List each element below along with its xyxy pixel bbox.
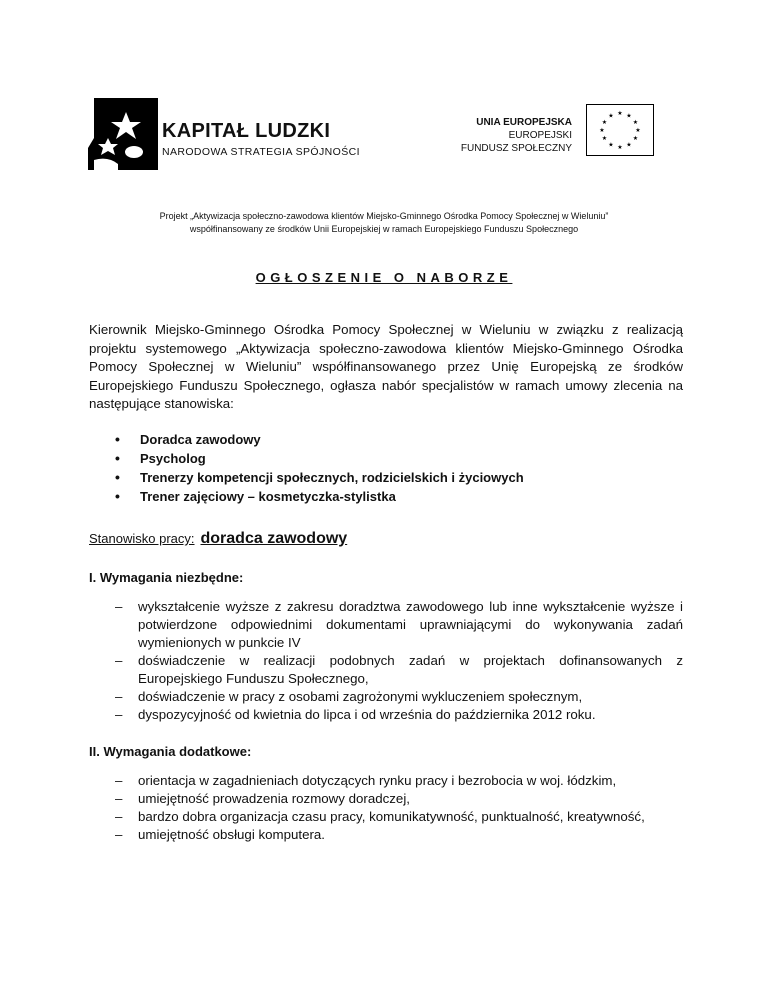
svg-text:★: ★ [608, 141, 614, 149]
bullet-icon: • [115, 450, 120, 466]
project-note [60, 210, 708, 236]
list-item: – dyspozycyjność od kwietnia do lipca i od września do października 2012 roku. [115, 707, 596, 722]
dash-icon: – [115, 809, 123, 824]
dash-icon: – [115, 791, 123, 806]
list-item: • Psycholog [115, 450, 206, 466]
eu-line-3: FUNDUSZ SPOŁECZNY [460, 143, 572, 154]
logo-title: KAPITAŁ LUDZKI [162, 120, 331, 142]
list-item: – orientacja w zagadnieniach dotyczących rynku pracy i bezrobocia w woj. łódzkim, [115, 773, 617, 788]
dash-icon: – [115, 707, 123, 722]
position-heading [89, 530, 347, 548]
list-item: – umiejętność prowadzenia rozmowy doradczej, [115, 791, 410, 806]
project-line-1: Projekt „Aktywizacja społeczno-zawodowa klientów Miejsko-Gminnego Ośrodka Pomocy Społecznej w Wieluniu” [159, 211, 609, 221]
list-item: – wykształcenie wyższe z zakresu doradztwa zawodowego lub inne wykształcenie wyższe i potwierdzone odpowiednimi dokumentami uprawniającymi do wykonywania zadań wymienionych w punkcie IV [115, 599, 683, 650]
svg-text:★: ★ [626, 141, 632, 149]
section-2-list [115, 772, 683, 844]
list-item: – doświadczenie w pracy z osobami zagrożonymi wykluczeniem społecznym, [115, 689, 583, 704]
eu-flag-icon [586, 104, 654, 156]
svg-text:★: ★ [608, 112, 614, 120]
dash-icon: – [115, 773, 123, 788]
section-2-heading: II. Wymagania dodatkowe: [89, 744, 252, 759]
section-1-list [115, 598, 683, 724]
svg-text:★: ★ [617, 144, 623, 151]
dash-icon: – [115, 827, 123, 842]
list-item: • Trener zajęciowy – kosmetyczka-stylistka [115, 488, 396, 504]
list-item: • Trenerzy kompetencji społecznych, rodzicielskich i życiowych [115, 469, 524, 485]
bullet-icon: • [115, 431, 120, 447]
eu-line-1: UNIA EUROPEJSKA [476, 117, 572, 128]
dash-icon: – [115, 689, 123, 704]
page-title [0, 270, 768, 285]
eu-line-2: EUROPEJSKI [508, 130, 572, 141]
positions-list [115, 430, 524, 506]
svg-text:★: ★ [632, 135, 639, 142]
bullet-icon: • [115, 488, 120, 504]
svg-text:★: ★ [601, 119, 608, 126]
list-item: • Doradca zawodowy [115, 431, 261, 447]
svg-text:★: ★ [617, 110, 623, 117]
page-title-text: OGŁOSZENIE O NABORZE [255, 270, 513, 285]
eu-text-block [461, 116, 572, 155]
position-value: doradca zawodowy [200, 530, 348, 547]
dash-icon: – [115, 653, 123, 668]
dash-icon: – [115, 599, 123, 614]
project-line-2: współfinansowany ze środków Unii Europejskiej w ramach Europejskiego Funduszu Społecznego [189, 224, 579, 234]
svg-text:★: ★ [626, 112, 632, 120]
intro-paragraph: Kierownik Miejsko-Gminnego Ośrodka Pomocy Społecznej w Wieluniu w związku z realizacją projektu systemowego „Aktywizacja społeczno-zawodowa klientów Miejsko-Gminnego Ośrodka Pomocy Społecznej w Wieluniu” współfinansowanego przez Unię Europejską ze środków Europejskiego Funduszu Społecznego, ogłasza nabór specjalistów w ramach umowy zlecenia na następujące stanowiska: [89, 322, 683, 411]
kapital-ludzki-logo-icon [88, 98, 162, 170]
list-item: – doświadczenie w realizacji podobnych zadań w projektach dofinansowanych z Europejskiego Funduszu Społecznego, [115, 653, 683, 686]
svg-text:★: ★ [601, 135, 608, 142]
logo-subtitle: NARODOWA STRATEGIA SPÓJNOŚCI [162, 146, 360, 158]
position-label: Stanowisko pracy: [89, 531, 195, 546]
section-1-heading: I. Wymagania niezbędne: [89, 570, 244, 585]
list-item: – umiejętność obsługi komputera. [115, 827, 325, 842]
svg-text:★: ★ [635, 127, 641, 134]
bullet-icon: • [115, 469, 120, 485]
list-item: – bardzo dobra organizacja czasu pracy, komunikatywność, punktualność, kreatywność, [115, 809, 645, 824]
svg-text:★: ★ [632, 119, 639, 126]
svg-text:★: ★ [599, 127, 605, 134]
